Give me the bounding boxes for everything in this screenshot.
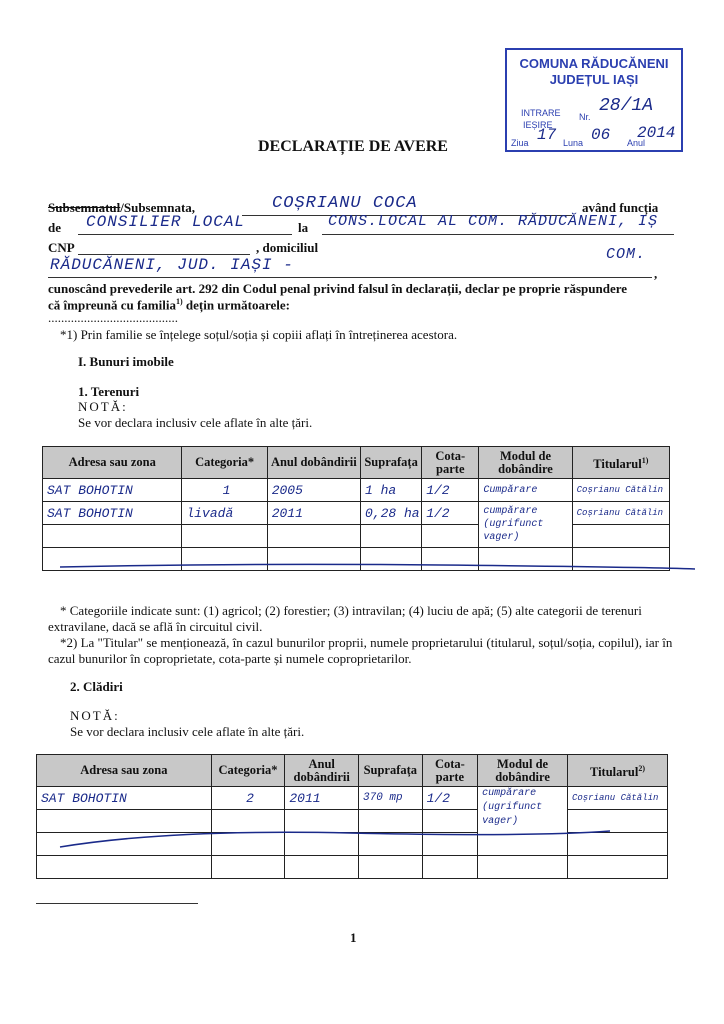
table-header-row — [37, 755, 668, 787]
stamp-commune: COMUNA RĂDUCĂNENI — [519, 56, 669, 71]
cell — [361, 525, 422, 548]
col-categoria: Categoria* — [211, 755, 285, 787]
section-terenuri: 1. Terenuri — [78, 384, 140, 399]
footnote-ref-1: 1) — [175, 297, 183, 306]
cell: 1/2 — [422, 479, 479, 502]
detin-text: dețin următoarele: — [182, 297, 290, 313]
table-row — [37, 856, 668, 879]
registration-stamp — [505, 48, 683, 152]
nota-cladiri: NOTĂ: — [70, 708, 120, 723]
terenuri-table — [42, 446, 670, 571]
nota-terenuri-text: Se vor declara inclusiv cele aflate în alte țări. — [78, 415, 313, 430]
cell — [567, 856, 667, 879]
cancel-stroke-cladiri — [50, 825, 650, 855]
cell: SAT BOHOTIN — [37, 787, 212, 810]
cell: 1/2 — [422, 502, 479, 525]
cell — [285, 856, 359, 879]
stamp-anul-label: Anul — [627, 138, 646, 148]
col-anul: Anul dobândirii — [267, 447, 360, 479]
address-underline — [48, 277, 652, 278]
cell: 2 — [211, 787, 285, 810]
function-underline — [78, 234, 292, 235]
cell: Coșrianu Cătălin — [567, 787, 667, 810]
section-bunuri-imobile: I. Bunuri imobile — [78, 354, 174, 369]
document-title: DECLARAȚIE DE AVERE — [258, 138, 448, 155]
cell: 0,28 ha — [361, 502, 422, 525]
cell: 1/2 — [422, 787, 478, 810]
domiciliu-address: RĂDUCĂNENI, JUD. IAȘI - — [50, 256, 294, 274]
address-comma: , — [654, 266, 658, 281]
cell: Cumpărare — [479, 479, 572, 502]
la-label: la — [298, 220, 309, 235]
ca-impreuna-text: că împreună cu familia — [48, 297, 176, 313]
cell — [267, 525, 360, 548]
cell: livadă — [182, 502, 267, 525]
avand-functia-label: având funcția — [582, 200, 659, 215]
stamp-ziua-value: 17 — [537, 126, 557, 144]
dots-line: ........................................ — [48, 310, 178, 325]
table-header-row — [43, 447, 670, 479]
stamp-intrare: INTRARE — [521, 108, 561, 118]
titular-label: Titularul — [593, 457, 642, 472]
cell — [182, 525, 267, 548]
stamp-nr-label: Nr. — [579, 112, 591, 122]
stamp-ziua-label: Ziua — [511, 138, 529, 148]
stamp-luna-value: 06 — [591, 126, 611, 144]
declarant-name: COȘRIANU COCA — [272, 194, 418, 213]
cell: SAT BOHOTIN — [43, 502, 182, 525]
cell — [478, 856, 568, 879]
domiciliul-label: , domiciliul — [256, 240, 319, 255]
titular-sup: 2) — [638, 763, 646, 773]
cell: 2005 — [267, 479, 360, 502]
function-value: CONSILIER LOCAL — [86, 213, 246, 231]
cell: 1 — [182, 479, 267, 502]
col-suprafata: Suprafața — [361, 447, 422, 479]
titular-label: Titularul — [589, 765, 639, 780]
table-row — [43, 479, 670, 502]
categorii-note: * Categoriile indicate sunt: (1) agricol; (2) forestier; (3) intravilan; (4) luciu de apă; (5) alte categorii de terenuri extravilane, dacă se află în circuitul civil. — [48, 603, 642, 634]
struck-subsemnatul: Subsemnatul — [48, 200, 121, 215]
cell — [572, 525, 669, 548]
stamp-anul-value: 2014 — [637, 124, 676, 142]
cell: 370 mp — [359, 787, 423, 810]
col-adresa: Adresa sau zona — [43, 447, 182, 479]
domiciliu-commune: COM. — [606, 246, 647, 263]
col-adresa: Adresa sau zona — [37, 755, 212, 787]
cell — [359, 856, 423, 879]
cell: cumpărare (ugrifunct vager) — [478, 787, 568, 856]
subsemnata-label: /Subsemnata, — [120, 200, 196, 215]
nota-cladiri-text: Se vor declara inclusiv cele aflate în alte țări. — [70, 724, 305, 739]
cell: 1 ha — [361, 479, 422, 502]
family-footnote: *1) Prin familie se înțelege soțul/soția și copiii aflați în întreținerea acestora. — [60, 327, 458, 342]
table-row — [43, 525, 670, 548]
titular-sup: 1) — [641, 455, 649, 465]
table-row — [43, 502, 670, 525]
institution-underline — [322, 234, 674, 235]
cell: cumpărare (ugrifunct vager) — [479, 502, 572, 548]
col-titular — [572, 447, 669, 479]
cladiri-table — [36, 754, 668, 879]
col-modul: Modul de dobândire — [478, 755, 568, 787]
section-cladiri: 2. Clădiri — [70, 679, 123, 694]
de-label: de — [48, 220, 61, 235]
stamp-luna-label: Luna — [563, 138, 584, 148]
col-cota: Cota-parte — [422, 755, 478, 787]
col-categoria: Categoria* — [182, 447, 267, 479]
col-titular — [567, 755, 667, 787]
institution-value: CONS.LOCAL AL COM. RĂDUCĂNENI, IȘ — [328, 213, 659, 230]
cnp-label: CNP — [48, 240, 75, 255]
stamp-county: JUDEȚUL IAȘI — [549, 72, 639, 87]
cell: 2011 — [267, 502, 360, 525]
cnp-underline — [78, 254, 250, 255]
col-suprafata: Suprafața — [359, 755, 423, 787]
stamp-iesire: IEȘIRE — [523, 120, 553, 130]
stamp-nr-value: 28/1A — [599, 96, 654, 116]
col-anul: Anul dobândirii — [285, 755, 359, 787]
titular-note: *2) La "Titular" se menționează, în cazul bunurilor proprii, numele proprietarului (titularul, soțul/soția, copilul), iar în cazul bunurilor în coproprietate, cota-parte și numele coproprietarilor. — [48, 635, 673, 666]
cell — [211, 856, 285, 879]
nota-terenuri: NOTĂ: — [78, 399, 128, 414]
cell — [422, 856, 478, 879]
cancel-stroke-terenuri — [40, 555, 700, 575]
cell: SAT BOHOTIN — [43, 479, 182, 502]
cell — [43, 525, 182, 548]
cell: 2011 — [285, 787, 359, 810]
cell: Coșrianu Cătălin — [572, 479, 669, 502]
cell — [37, 856, 212, 879]
col-modul: Modul de dobândire — [479, 447, 572, 479]
declaration-statement: cunoscând prevederile art. 292 din Codul penal privind falsul în declarații, declar pe proprie răspundere — [48, 281, 628, 296]
table-row — [37, 787, 668, 810]
col-cota: Cota-parte — [422, 447, 479, 479]
cell — [422, 525, 479, 548]
footer-rule — [36, 903, 198, 904]
cell: Coșrianu Cătălin — [572, 502, 669, 525]
page-number: 1 — [350, 930, 357, 945]
